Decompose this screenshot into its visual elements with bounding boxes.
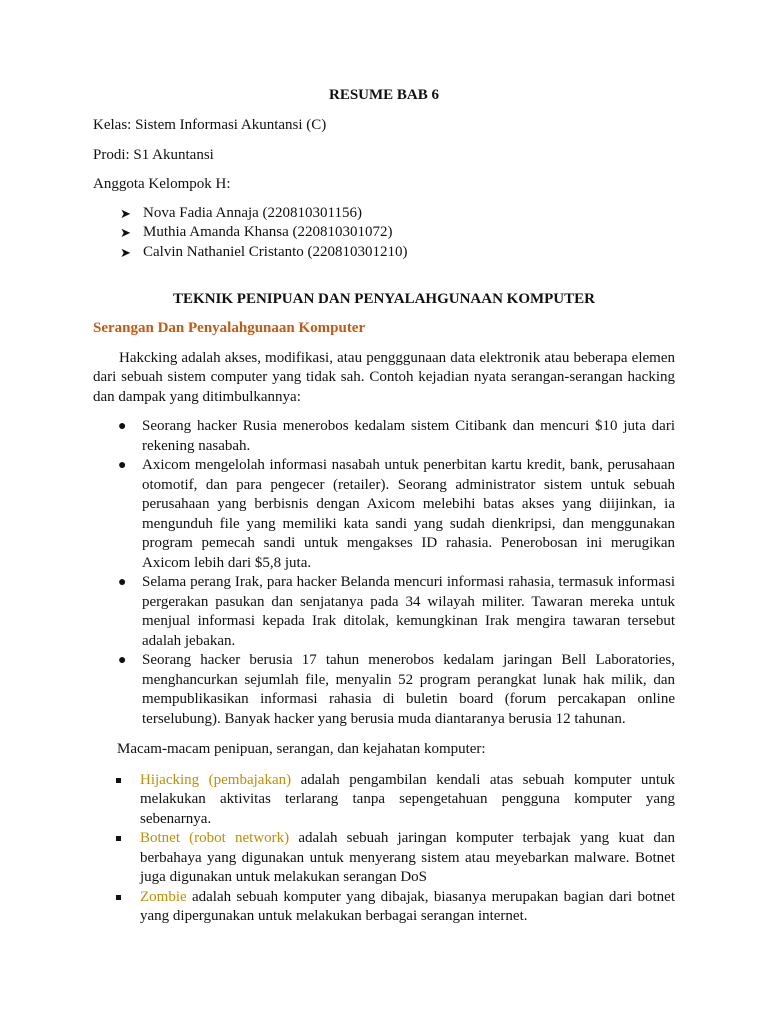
attack-types-list (93, 771, 675, 927)
round-bullet-icon: ● (118, 419, 127, 434)
attack-type-term: Hijacking (pembajakan) (140, 771, 292, 788)
document-title: RESUME BAB 6 (328, 87, 440, 103)
member-item (93, 204, 675, 224)
square-bullet-icon (116, 836, 121, 841)
types-intro-paragraph: Macam-macam penipuan, serangan, dan kejahatan komputer: (117, 741, 486, 757)
document-content (93, 86, 675, 927)
attack-type-item (93, 771, 675, 830)
attack-type-description: adalah pengambilan kendali atas sebuah komputer untuk melakukan aktivitas terlarang tanpa sepengetahuan pengguna komputer yang sebenarnya. (140, 771, 675, 827)
member-list (93, 204, 675, 263)
member-name: Nova Fadia Annaja (220810301156) (143, 204, 362, 221)
example-item (93, 417, 675, 456)
attack-type-description: adalah sebuah komputer yang dibajak, biasanya merupakan bagian dari botnet yang dipergunakan untuk melakukan berbagai serangan internet. (140, 888, 675, 924)
example-text: Seorang hacker berusia 17 tahun menerobos kedalam jaringan Bell Laboratories, menghancurkan sejumlah file, menyalin 52 program perangkat lunak hak milik, dan mempublikasikan informasi rahasia di buletin board (forum percakapan online terselubung). Banyak hacker yang berusia muda diantaranya berusia 12 tahunan. (142, 652, 675, 727)
example-text: Axicom mengelolah informasi nasabah untuk penerbitan kartu kredit, bank, perusahaan otomotif, dan para pengecer (retailer). Seorang administrator sistem untuk sebuah perusahaan yang berbisnis dengan Axicom melebihi batas akses yang diijinkan, ia mengunduh file yang memiliki kata sandi yang sudah dienkripsi, dan menggunakan program pemecah sandi untuk mengakses ID rahasia. Penerobosan ini merugikan Axicom lebih dari $5,8 juta. (142, 457, 675, 571)
example-text: Seorang hacker Rusia menerobos kedalam sistem Citibank dan mencuri $10 juta dari rekening nasabah. (142, 418, 675, 454)
square-bullet-icon (116, 778, 121, 783)
arrowhead-bullet-icon: ➤ (120, 225, 131, 240)
arrowhead-bullet-icon: ➤ (120, 244, 131, 260)
example-item (93, 651, 675, 729)
example-text: Selama perang Irak, para hacker Belanda mencuri informasi rahasia, termasuk informasi pergerakan pasukan dan senjatanya pada 34 wilayah militer. Tawaran mereka untuk menjual informasi kepada Irak ditolak, kemungkinan Irak mengira tawaran tersebut adalah jebakan. (142, 574, 675, 649)
attack-type-term: Zombie (140, 888, 187, 905)
attack-type-description: adalah sebuah jaringan komputer terbajak yang kuat dan berbahaya yang digunakan untuk menyerang sistem atau meyebarkan malware. Botnet juga digunakan untuk melakukan serangan DoS (140, 830, 675, 885)
attack-type-item (93, 829, 675, 888)
section-title: TEKNIK PENIPUAN DAN PENYALAHGUNAAN KOMPUTER (173, 291, 595, 307)
round-bullet-icon: ● (118, 653, 127, 668)
square-bullet-icon (116, 895, 121, 900)
example-list (93, 417, 675, 729)
round-bullet-icon: ● (118, 575, 127, 590)
program-line: Prodi: S1 Akuntansi (93, 146, 214, 163)
example-item (93, 456, 675, 573)
member-item (93, 243, 675, 263)
subsection-heading: Serangan Dan Penyalahgunaan Komputer (93, 320, 366, 336)
member-name: Muthia Amanda Khansa (220810301072) (143, 224, 393, 240)
member-item (93, 223, 675, 243)
member-name: Calvin Nathaniel Cristanto (220810301210) (143, 243, 408, 260)
attack-type-term: Botnet (robot network) (140, 830, 290, 846)
class-line: Kelas: Sistem Informasi Akuntansi (C) (93, 117, 327, 133)
group-members-label: Anggota Kelompok H: (93, 176, 231, 192)
intro-paragraph: Hakcking adalah akses, modifikasi, atau pengggunaan data elektronik atau beberapa elemen dari sebuah sistem computer yang tidak sah. Contoh kejadian nyata serangan-serangan hacking dan dampak yang ditimbulkannya: (93, 349, 675, 405)
round-bullet-icon: ● (118, 458, 127, 473)
arrowhead-bullet-icon: ➤ (120, 205, 131, 221)
attack-type-item (93, 888, 675, 927)
example-item (93, 573, 675, 651)
